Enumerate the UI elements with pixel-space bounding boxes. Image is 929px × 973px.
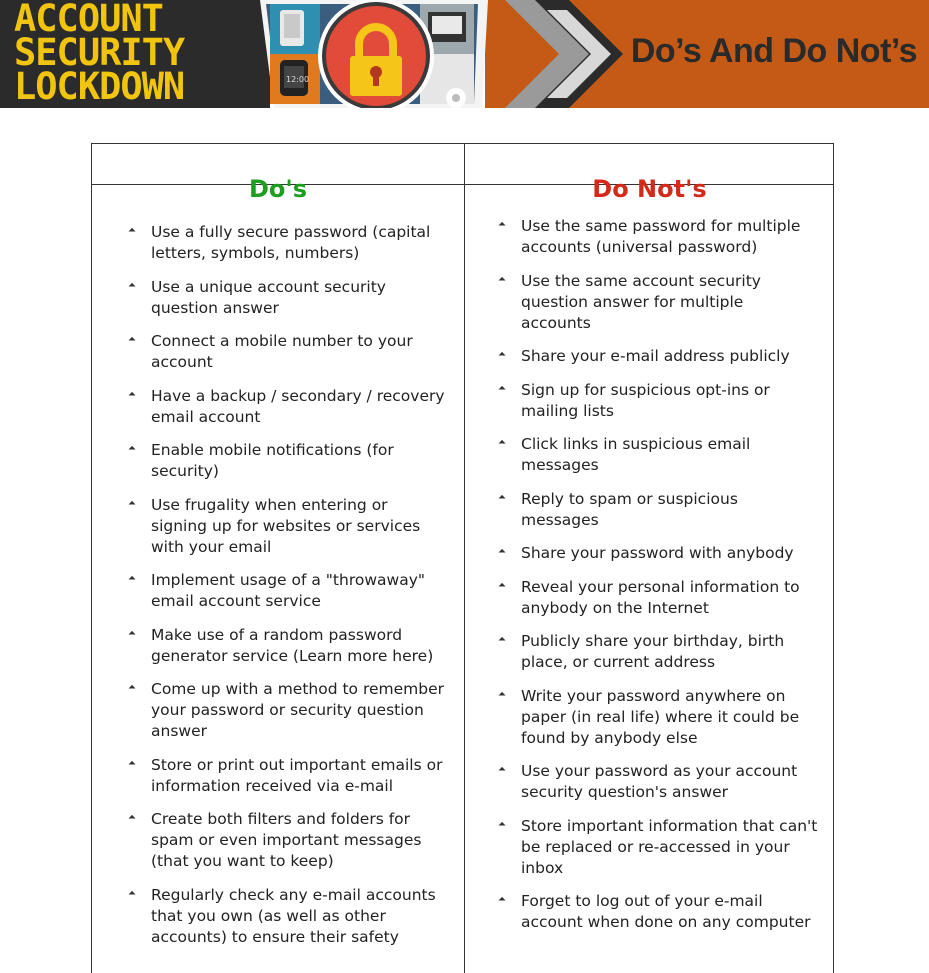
dos-item-text: Create both filters and folders for spam or even important messages (that you want to keep): [151, 810, 422, 870]
column-divider: [464, 144, 465, 973]
donts-item-text: Reveal your personal information to anybody on the Internet: [521, 577, 800, 617]
svg-text:12:00: 12:00: [286, 75, 310, 84]
dos-list: [128, 222, 448, 960]
dos-item-text: Come up with a method to remember your password or security question answer: [151, 680, 445, 740]
triangle-bullet-icon: ⏶: [498, 273, 506, 285]
donts-item: [498, 761, 818, 803]
banner-title: [14, 0, 185, 108]
donts-item-text: Share your e-mail address publicly: [521, 347, 790, 365]
triangle-bullet-icon: ⏶: [128, 627, 136, 639]
triangle-bullet-icon: ⏶: [498, 688, 506, 700]
triangle-bullet-icon: ⏶: [128, 443, 136, 454]
dos-item: [128, 885, 448, 948]
banner: [0, 0, 929, 108]
donts-item-text: Write your password anywhere on paper (in real life) where it could be found by anybody else: [521, 686, 800, 747]
triangle-bullet-icon: ⏶: [498, 894, 506, 905]
triangle-bullet-icon: ⏶: [498, 219, 506, 230]
triangle-bullet-icon: ⏶: [128, 573, 136, 584]
chevron-right-icon: [505, 0, 645, 108]
dos-item: [128, 679, 448, 742]
dos-item: [128, 755, 448, 797]
dos-item-text: Use a unique account security question answer: [151, 277, 386, 317]
triangle-bullet-icon: ⏶: [128, 757, 136, 769]
dos-item: [128, 809, 448, 872]
donts-list: [498, 216, 818, 946]
donts-heading: Do Not's: [592, 175, 707, 203]
triangle-bullet-icon: ⏶: [128, 279, 136, 291]
banner-title-line: ACCOUNT: [14, 0, 163, 40]
donts-item-text: Use your password as your account security question's answer: [521, 762, 798, 801]
triangle-bullet-icon: ⏶: [498, 818, 506, 830]
dos-item: [128, 495, 448, 558]
dos-item: [128, 570, 448, 612]
triangle-bullet-icon: ⏶: [498, 579, 506, 591]
triangle-bullet-icon: ⏶: [128, 388, 136, 400]
dos-item-text: Regularly check any e-mail accounts that you own (as well as other accounts) to ensure their safety: [151, 885, 436, 946]
donts-item: [498, 489, 818, 531]
donts-item: [498, 891, 818, 933]
dos-item-text: Use frugality when entering or signing up for websites or services with your email: [151, 495, 421, 556]
banner-title-panel: [0, 0, 270, 108]
banner-subtitle: Do’s And Do Not’s: [630, 32, 917, 70]
donts-item-text: Publicly share your birthday, birth place, or current address: [521, 632, 785, 671]
donts-item: [498, 271, 818, 334]
dos-item: [128, 386, 448, 428]
donts-item: [498, 577, 818, 619]
dos-item-text: Use a fully secure password (capital letters, symbols, numbers): [151, 223, 431, 262]
donts-item-text: Use the same account security question answer for multiple accounts: [521, 271, 761, 332]
donts-item-text: Click links in suspicious email messages: [521, 435, 751, 474]
dos-item-text: Store or print out important emails or information received via e-mail: [151, 755, 443, 795]
dos-donts-table: [91, 143, 834, 973]
dos-item-text: Enable mobile notifications (for security): [151, 441, 394, 480]
donts-item: [498, 346, 818, 367]
triangle-bullet-icon: ⏶: [498, 634, 506, 645]
triangle-bullet-icon: ⏶: [498, 382, 506, 394]
dos-heading: Do's: [248, 175, 308, 203]
triangle-bullet-icon: ⏶: [498, 349, 506, 360]
donts-item: [498, 631, 818, 673]
donts-item-text: Store important information that can't be replaced or re-accessed in your inbox: [521, 816, 818, 877]
dos-item-text: Have a backup / secondary / recovery email account: [151, 386, 445, 426]
dos-item: [128, 625, 448, 667]
donts-item-text: Forget to log out of your e-mail account when done on any computer: [521, 892, 811, 931]
triangle-bullet-icon: ⏶: [498, 546, 506, 557]
dos-item-text: Make use of a random password generator service (Learn more here): [151, 625, 434, 665]
dos-item: [128, 277, 448, 319]
dos-item-text: Implement usage of a "throwaway" email account service: [151, 571, 426, 610]
donts-item: [498, 816, 818, 879]
donts-item-text: Share your password with anybody: [521, 544, 794, 562]
triangle-bullet-icon: ⏶: [128, 225, 136, 236]
dos-item: [128, 440, 448, 482]
triangle-bullet-icon: ⏶: [128, 682, 136, 693]
donts-item: [498, 686, 818, 749]
triangle-bullet-icon: ⏶: [498, 491, 506, 503]
banner-title-line: LOCKDOWN: [14, 65, 185, 108]
donts-item-text: Reply to spam or suspicious messages: [521, 489, 738, 529]
donts-item-text: Sign up for suspicious opt-ins or mailing lists: [521, 380, 770, 420]
triangle-bullet-icon: ⏶: [128, 887, 136, 899]
banner-title-line: SECURITY: [14, 31, 185, 74]
donts-item-text: Use the same password for multiple accounts (universal password): [521, 217, 801, 256]
triangle-bullet-icon: ⏶: [128, 497, 136, 509]
dos-item: [128, 331, 448, 373]
donts-item: [498, 216, 818, 258]
dos-item-text: Connect a mobile number to your account: [151, 332, 413, 371]
donts-item: [498, 543, 818, 564]
triangle-bullet-icon: ⏶: [498, 437, 506, 448]
donts-item: [498, 380, 818, 422]
triangle-bullet-icon: ⏶: [128, 812, 136, 823]
dos-item: [128, 222, 448, 264]
devices-collage: [256, 0, 488, 108]
triangle-bullet-icon: ⏶: [498, 764, 506, 775]
triangle-bullet-icon: ⏶: [128, 334, 136, 345]
donts-item: [498, 434, 818, 476]
